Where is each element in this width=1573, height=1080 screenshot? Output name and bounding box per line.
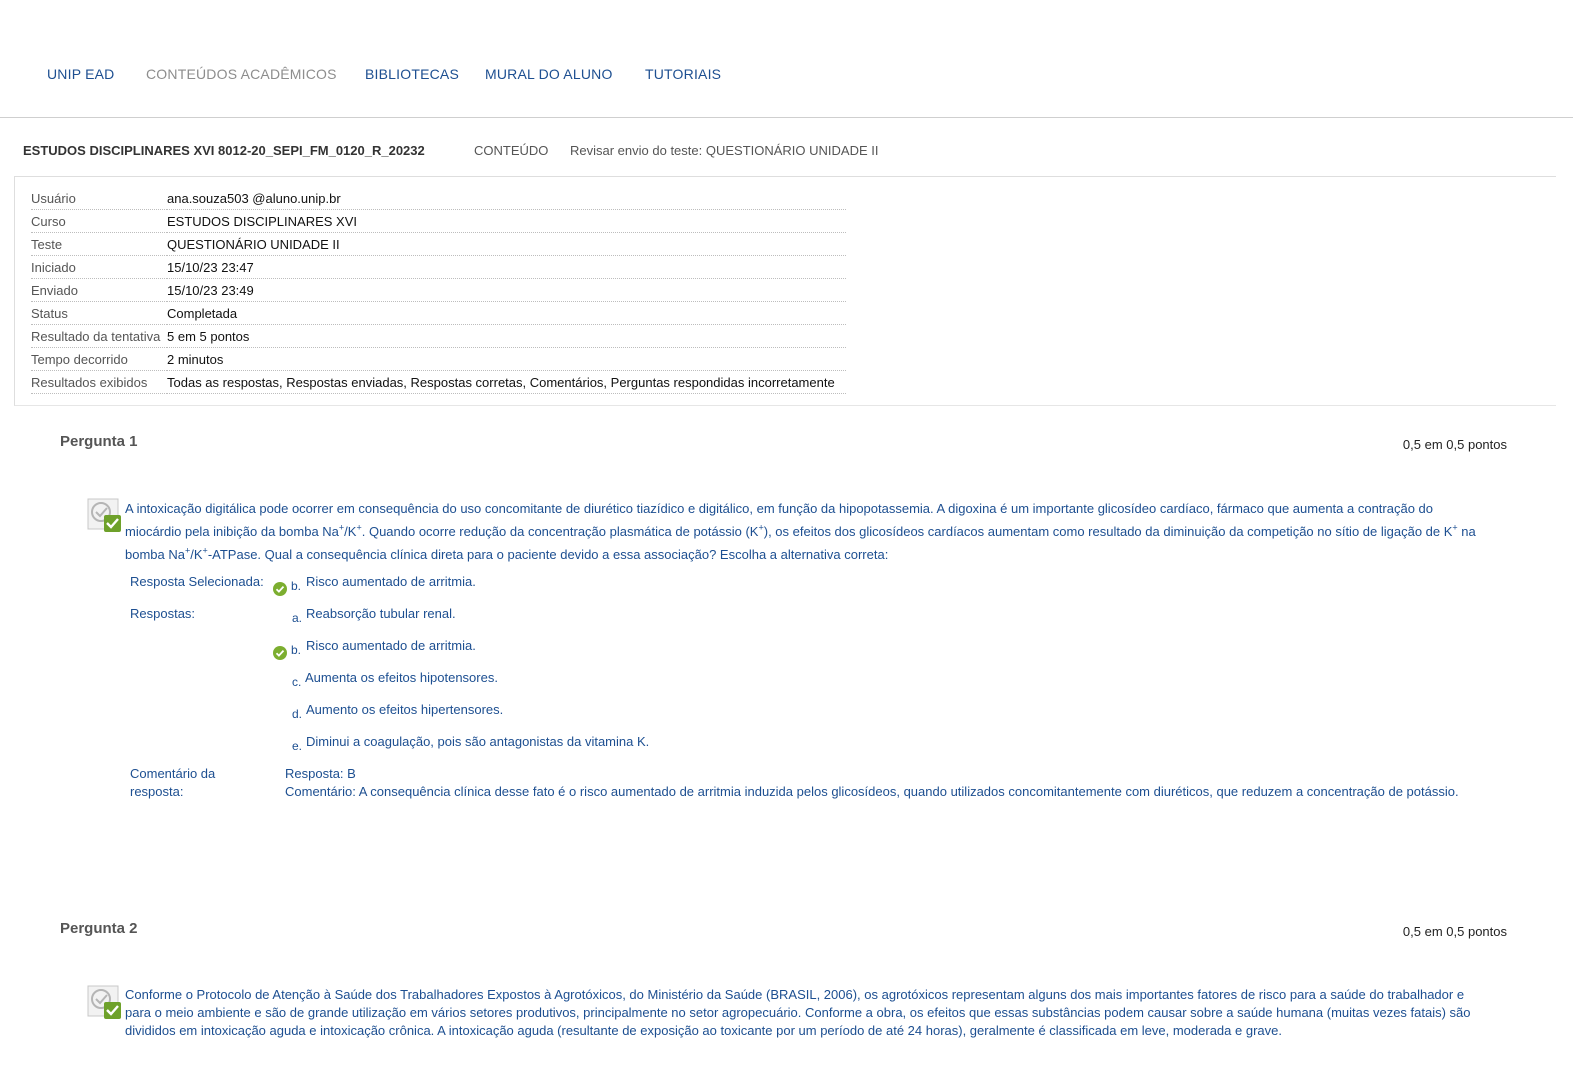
summary-value: ESTUDOS DISCIPLINARES XVI [167,210,846,233]
top-navigation [0,0,1573,118]
breadcrumb-content[interactable]: CONTEÚDO [474,143,549,158]
selected-answer-letter: b. [291,579,302,593]
answer-option-text: Reabsorção tubular renal. [306,606,456,621]
summary-value: Todas as respostas, Respostas enviadas, Respostas corretas, Comentários, Perguntas respondidas incorretamente [167,371,846,394]
breadcrumb-course[interactable]: ESTUDOS DISCIPLINARES XVI 8012-20_SEPI_FM_0120_R_20232 [23,143,425,158]
summary-label: Iniciado [31,256,167,279]
answer-option-letter: c. [292,675,302,689]
summary-row [31,302,846,325]
feedback-label-line: resposta: [130,784,184,799]
summary-row [31,371,846,394]
answer-option-letter: a. [292,611,303,625]
summary-value: 5 em 5 pontos [167,325,846,348]
q1-text-part: . Quando ocorre redução da concentração plasmática de potássio (K [361,524,759,539]
q1-text-part: /K [190,547,203,562]
answer-option-text: Aumenta os efeitos hipotensores. [305,670,498,685]
attempt-summary [14,176,1556,406]
correct-check-icon [273,582,287,596]
answer-option-text: Risco aumentado de arritmia. [306,638,476,653]
correct-question-icon [87,498,123,534]
summary-label: Resultados exibidos [31,371,167,394]
q1-text-part: A intoxicação digitálica pode ocorrer em consequência do uso concomitante de diurético tiazídico e digitálico, em função da hipopotassemia. A digoxina é um importante glicosídeo cardíaco, fármaco que aumenta a contração do miocárdio pela inibição da bomba Na [125,501,1434,539]
nav-bibliotecas[interactable]: BIBLIOTECAS [365,66,460,82]
summary-label: Curso [31,210,167,233]
summary-row [31,256,846,279]
nav-unip-ead[interactable]: UNIP EAD [47,66,115,82]
summary-value: ana.souza503 @aluno.unip.br [167,187,846,210]
summary-value: QUESTIONÁRIO UNIDADE II [167,233,846,256]
correct-question-icon [87,985,123,1021]
selected-answer-label: Resposta Selecionada: [130,574,264,589]
answer-option-text: Diminui a coagulação, pois são antagonistas da vitamina K. [306,734,650,749]
superscript-plus: + [184,545,191,556]
summary-label: Teste [31,233,167,256]
superscript-plus: + [202,545,208,556]
nav-tutoriais[interactable]: TUTORIAIS [645,66,722,82]
superscript-plus: + [338,522,345,533]
summary-label: Usuário [31,187,167,210]
summary-row [31,187,846,210]
summary-row [31,279,846,302]
nav-mural-do-aluno[interactable]: MURAL DO ALUNO [485,66,613,82]
superscript-plus: + [1452,522,1458,533]
question-2-text: Conforme o Protocolo de Atenção à Saúde dos Trabalhadores Expostos à Agrotóxicos, do Ministério da Saúde (BRASIL, 2006), os agrotóxicos representam alguns dos mais importantes fatores de risco para a saúde do trabalhador e para o meio ambiente e são de grande utilização em vários setores produtivos, principalmente no setor agropecuário. Conforme a obra, os efeitos que essas substâncias podem causar sobre a saúde humana (muitas vezes fatais) são divididos em intoxicação aguda e intoxicação crônica. A intoxicação aguda (resultante de exposição ao toxicante por um período de até 24 horas), geralmente é classificada em leve, moderada e grave. [125,987,1471,1038]
feedback-text: Comentário: A consequência clínica desse fato é o risco aumentado de arritmia induzida pelos glicosídeos, quando utilizados concomitantemente com diuréticos, que reduzem a concentração de potássio. [285,784,1459,799]
summary-label: Status [31,302,167,325]
breadcrumb-current-page: Revisar envio do teste: QUESTIONÁRIO UNIDADE II [570,143,879,158]
question-2-title: Pergunta 2 [60,920,138,937]
answer-option-letter: b. [291,643,302,657]
answers-label: Respostas: [130,606,196,621]
q1-text-part: /K [344,524,357,539]
selected-answer-text: Risco aumentado de arritmia. [306,574,476,589]
answer-option-letter: e. [292,739,303,753]
summary-row [31,348,846,371]
superscript-plus: + [758,522,764,533]
summary-value: 15/10/23 23:47 [167,256,846,279]
q1-text-part: ), os efeitos dos glicosídeos cardíacos aumentam como resultado da diminuição da competição no sítio de ligação de K [763,524,1453,539]
summary-value: Completada [167,302,846,325]
summary-label: Enviado [31,279,167,302]
summary-row [31,325,846,348]
q1-text-part: na bomba Na [125,524,1476,562]
summary-label: Resultado da tentativa [31,325,167,348]
question-1-points: 0,5 em 0,5 pontos [1402,437,1507,452]
superscript-plus: + [356,522,362,533]
correct-check-icon [273,646,287,660]
answer-option-text: Aumento os efeitos hipertensores. [306,702,504,717]
feedback-label-line: Comentário da [130,766,216,781]
feedback-answer: Resposta: B [285,766,356,781]
question-2-points: 0,5 em 0,5 pontos [1402,924,1507,939]
question-1-title: Pergunta 1 [60,433,138,450]
summary-row [31,210,846,233]
summary-table [31,187,846,394]
summary-value: 2 minutos [167,348,846,371]
summary-row [31,233,846,256]
q1-text-part: -ATPase. Qual a consequência clínica direta para o paciente devido a essa associação? Escolha a alternativa correta: [207,547,889,562]
nav-conteudos-academicos[interactable]: CONTEÚDOS ACADÊMICOS [146,66,337,82]
question-1-text [125,497,1485,566]
summary-label: Tempo decorrido [31,348,167,371]
summary-value: 15/10/23 23:49 [167,279,846,302]
answer-option-letter: d. [292,707,303,721]
feedback-comment [285,765,1475,801]
feedback-label [130,765,215,801]
